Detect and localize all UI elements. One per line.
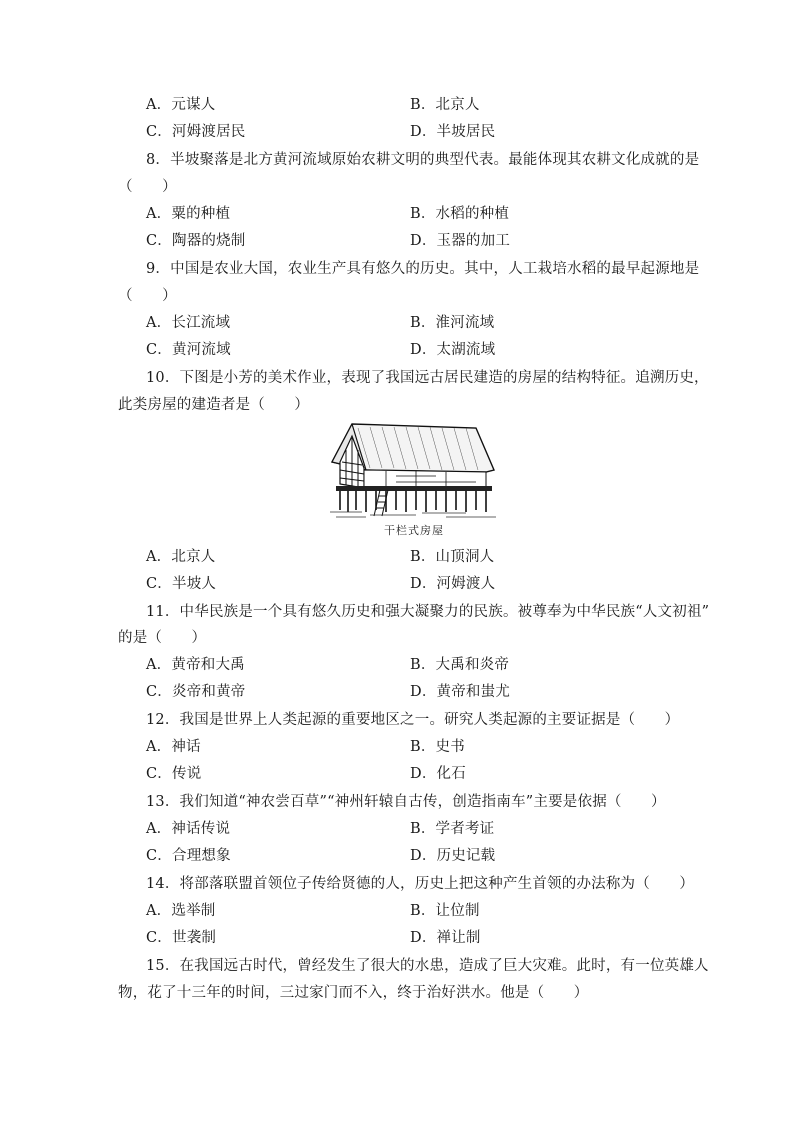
q8-stem-line-1: 8．半坡聚落是北方黄河流域原始农耕文明的典型代表。最能体现其农耕文化成就的是 <box>146 152 700 168</box>
q14-option-b: B．让位制 <box>410 903 480 919</box>
stilt-house-illustration <box>326 420 502 520</box>
q14-option-d: D．禅让制 <box>410 930 481 946</box>
q14-option-a: A．选举制 <box>146 903 216 919</box>
q8-option-c: C．陶器的烧制 <box>146 233 246 249</box>
q7-option-d: D．半坡居民 <box>410 124 496 140</box>
q7-option-c: C．河姆渡居民 <box>146 124 246 140</box>
q14-stem: 14．将部落联盟首领位子传给贤德的人，历史上把这种产生首领的办法称为（ ） <box>146 876 695 892</box>
q10-stem-line-1: 10．下图是小芳的美术作业，表现了我国远古居民建造的房屋的结构特征。追溯历史， <box>146 370 709 386</box>
figure-caption: 干栏式房屋 <box>384 524 444 537</box>
q9-option-d: D．太湖流域 <box>410 342 496 358</box>
q13-option-b: B．学者考证 <box>410 821 495 837</box>
q7-option-b: B．北京人 <box>410 97 480 113</box>
q15-stem-line-2: 物，花了十三年的时间，三过家门而不入，终于治好洪水。他是（ ） <box>118 985 589 1001</box>
q8-option-a: A．粟的种植 <box>146 206 231 222</box>
q12-option-d: D．化石 <box>410 766 466 782</box>
q9-stem-line-1: 9．中国是农业大国，农业生产具有悠久的历史。其中，人工栽培水稻的最早起源地是 <box>146 261 700 277</box>
q8-stem-line-2: （ ） <box>118 179 177 195</box>
q8-option-d: D．玉器的加工 <box>410 233 511 249</box>
q13-option-a: A．神话传说 <box>146 821 231 837</box>
q9-option-c: C．黄河流域 <box>146 342 231 358</box>
q11-option-d: D．黄帝和蚩尤 <box>410 684 511 700</box>
q7-option-a: A．元谋人 <box>146 97 216 113</box>
q13-option-c: C．合理想象 <box>146 848 231 864</box>
q11-option-b: B．大禹和炎帝 <box>410 657 510 673</box>
q11-option-c: C．炎帝和黄帝 <box>146 684 246 700</box>
q11-stem-line-1: 11．中华民族是一个具有悠久历史和强大凝聚力的民族。被尊奉为中华民族“人文初祖” <box>146 604 710 620</box>
q15-stem-line-1: 15．在我国远古时代，曾经发生了很大的水患，造成了巨大灾难。此时，有一位英雄人 <box>146 958 709 974</box>
q10-option-a: A．北京人 <box>146 549 216 565</box>
q14-option-c: C．世袭制 <box>146 930 217 946</box>
q12-option-c: C．传说 <box>146 766 202 782</box>
q9-stem-line-2: （ ） <box>118 288 177 304</box>
q10-option-b: B．山顶洞人 <box>410 549 495 565</box>
q9-option-a: A．长江流域 <box>146 315 231 331</box>
q12-option-a: A．神话 <box>146 739 201 755</box>
q13-stem: 13．我们知道“神农尝百草”“神州轩辕自古传，创造指南车”主要是依据（ ） <box>146 794 666 810</box>
q10-option-c: C．半坡人 <box>146 576 217 592</box>
q10-stem-line-2: 此类房屋的建造者是（ ） <box>118 397 310 413</box>
q12-option-b: B．史书 <box>410 739 465 755</box>
q12-stem: 12．我国是世界上人类起源的重要地区之一。研究人类起源的主要证据是（ ） <box>146 712 680 728</box>
q10-option-d: D．河姆渡人 <box>410 576 496 592</box>
q11-stem-line-2: 的是（ ） <box>118 630 207 646</box>
q9-option-b: B．淮河流域 <box>410 315 495 331</box>
q11-option-a: A．黄帝和大禹 <box>146 657 245 673</box>
q13-option-d: D．历史记载 <box>410 848 496 864</box>
q8-option-b: B．水稻的种植 <box>410 206 510 222</box>
